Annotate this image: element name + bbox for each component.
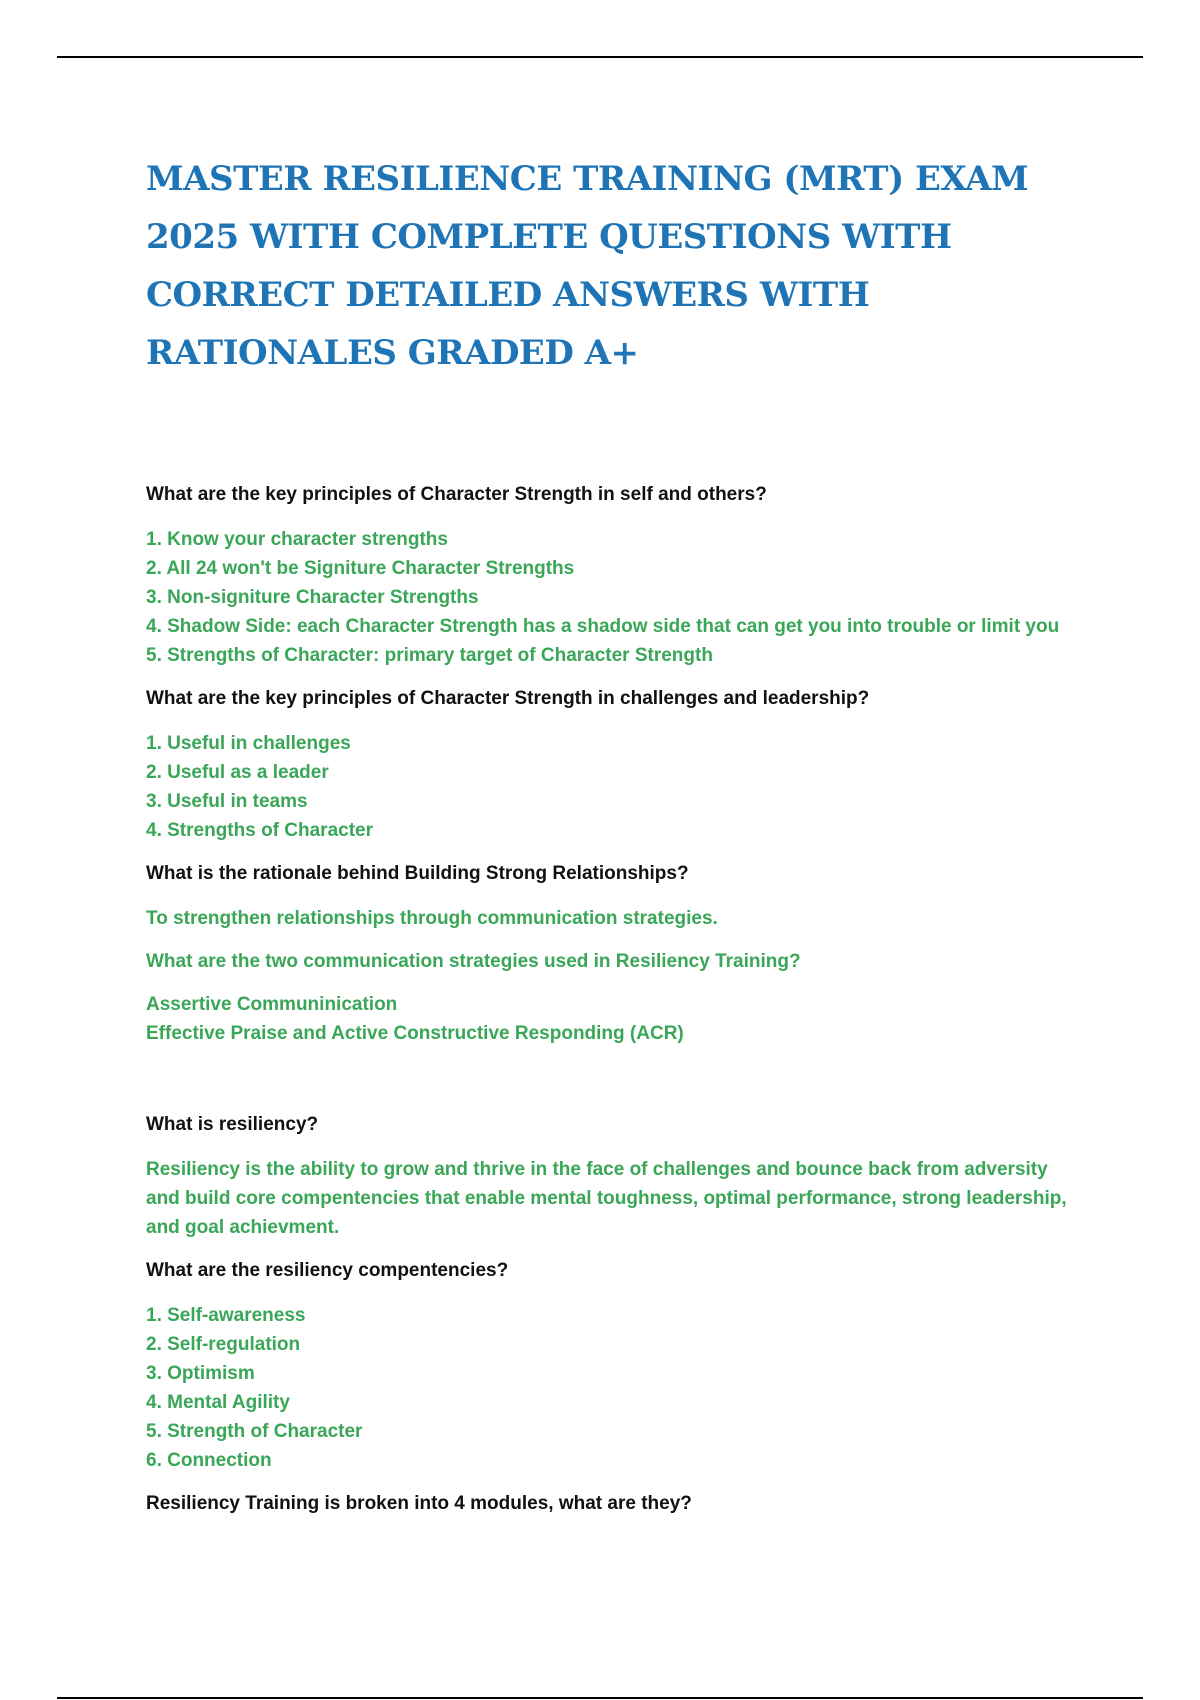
answer-5 xyxy=(146,1155,1086,1242)
question-4: What are the two communication strategies used in Resiliency Training? xyxy=(146,951,801,972)
bottom-rule xyxy=(57,1697,1143,1699)
answer-2 xyxy=(146,729,1086,845)
answer-line: Resiliency is the ability to grow and thrive in the face of challenges and bounce back from adversity and build core compentencies that enable mental toughness, optimal performance, strong leadership, and goal achievment. xyxy=(146,1159,1067,1238)
question-2: What are the key principles of Character Strength in challenges and leadership? xyxy=(146,688,870,709)
answer-line: 3. Optimism xyxy=(146,1363,255,1384)
qa-list xyxy=(146,480,1086,1518)
answer-line: 1. Useful in challenges xyxy=(146,733,351,754)
question-1: What are the key principles of Character Strength in self and others? xyxy=(146,484,767,505)
answer-1 xyxy=(146,525,1086,670)
answer-3 xyxy=(146,904,1086,933)
answer-line: Effective Praise and Active Constructive Responding (ACR) xyxy=(146,1023,684,1044)
answer-line: To strengthen relationships through communication strategies. xyxy=(146,908,718,929)
top-rule xyxy=(57,56,1143,58)
answer-line: 1. Know your character strengths xyxy=(146,529,448,550)
answer-line: 6. Connection xyxy=(146,1450,272,1471)
question-5: What is resiliency? xyxy=(146,1114,319,1135)
answer-6 xyxy=(146,1301,1086,1475)
answer-line: 2. Self-regulation xyxy=(146,1334,301,1355)
answer-line: 3. Useful in teams xyxy=(146,791,308,812)
document-body xyxy=(146,150,1086,1534)
answer-line: 4. Mental Agility xyxy=(146,1392,290,1413)
question-7: Resiliency Training is broken into 4 modules, what are they? xyxy=(146,1493,692,1514)
answer-line: 4. Strengths of Character xyxy=(146,820,373,841)
answer-line: 4. Shadow Side: each Character Strength has a shadow side that can get you into trouble or limit you xyxy=(146,616,1060,637)
answer-4 xyxy=(146,990,1086,1048)
answer-line: 3. Non-signiture Character Strengths xyxy=(146,587,479,608)
answer-line: Assertive Communinication xyxy=(146,994,398,1015)
question-3: What is the rationale behind Building Strong Relationships? xyxy=(146,863,689,884)
answer-line: 1. Self-awareness xyxy=(146,1305,306,1326)
answer-line: 5. Strength of Character xyxy=(146,1421,363,1442)
answer-line: 2. Useful as a leader xyxy=(146,762,329,783)
question-6: What are the resiliency compentencies? xyxy=(146,1260,509,1281)
document-title: MASTER RESILIENCE TRAINING (MRT) EXAM 2025 WITH COMPLETE QUESTIONS WITH CORRECT DETAILED ANSWERS WITH RATIONALES GRADED A+ xyxy=(146,159,1029,373)
answer-line: 2. All 24 won't be Signiture Character Strengths xyxy=(146,558,575,579)
answer-line: 5. Strengths of Character: primary target of Character Strength xyxy=(146,645,713,666)
